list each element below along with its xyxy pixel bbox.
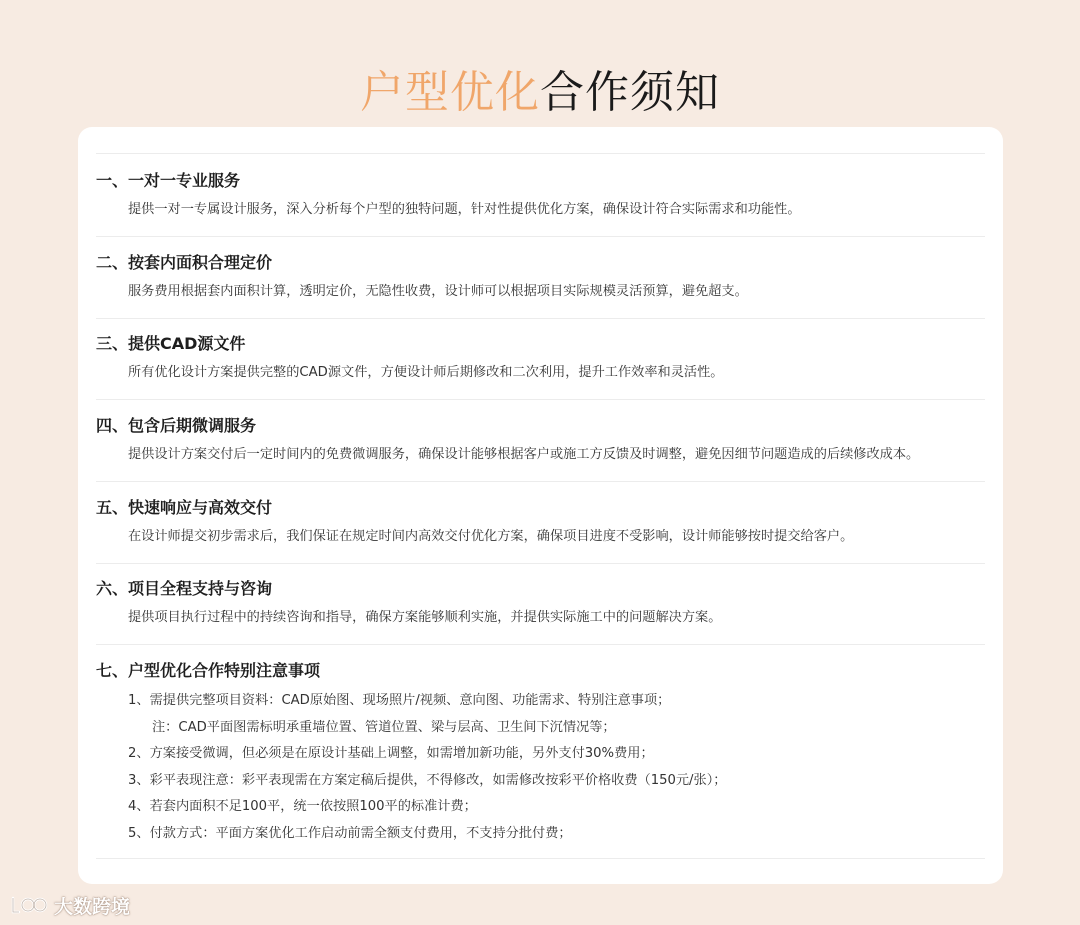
section-fast-delivery [96, 497, 993, 547]
divider [96, 399, 985, 400]
section-heading: 二、按套内面积合理定价 [96, 253, 273, 272]
page-title-accent: 户型优化 [360, 67, 540, 119]
section-heading: 一、一对一专业服务 [96, 171, 241, 190]
section-heading: 五、快速响应与高效交付 [96, 498, 273, 517]
section-heading: 四、包含后期微调服务 [96, 416, 257, 435]
section-body: 提供项目执行过程中的持续咨询和指导，确保方案能够顺利实施，并提供实际施工中的问题解决方案。 [128, 610, 722, 625]
divider [96, 318, 985, 319]
section-full-support [96, 578, 993, 628]
section-area-pricing [96, 252, 993, 302]
watermark [10, 892, 130, 919]
section-body: 提供一对一专属设计服务，深入分析每个户型的独特问题，针对性提供优化方案，确保设计符合实际需求和功能性。 [128, 202, 801, 217]
page-title [0, 65, 1080, 121]
section-heading: 三、提供CAD源文件 [96, 334, 246, 353]
divider [96, 481, 985, 482]
note-item: 1、需提供完整项目资料：CAD原始图、现场照片/视频、意向图、功能需求、特别注意事项； [128, 693, 671, 708]
note-item: 3、彩平表现注意：彩平表现需在方案定稿后提供，不得修改，如需修改按彩平价格收费（150元/张）； [128, 772, 727, 788]
section-cad-source-files [96, 333, 993, 383]
divider [96, 644, 985, 645]
note-item: 5、付款方式：平面方案优化工作启动前需全额支付费用，不支持分批付费； [128, 825, 572, 841]
watermark-text: 大数跨境 [54, 896, 131, 918]
notes-list [96, 688, 993, 847]
section-heading: 七、户型优化合作特别注意事项 [96, 661, 321, 680]
page-title-main: 合作须知 [540, 67, 720, 119]
note-item: 4、若套内面积不足100平，统一依按照100平的标准计费； [128, 799, 477, 814]
section-one-on-one-service [96, 170, 993, 220]
chat-bubble-logo-icon [10, 894, 48, 918]
section-body: 所有优化设计方案提供完整的CAD源文件，方便设计师后期修改和二次利用，提升工作效率和灵活性。 [128, 365, 724, 380]
section-body: 在设计师提交初步需求后，我们保证在规定时间内高效交付优化方案，确保项目进度不受影响，设计师能够按时提交给客户。 [128, 529, 854, 544]
divider [96, 563, 985, 564]
section-heading: 六、项目全程支持与咨询 [96, 579, 273, 598]
divider [96, 153, 985, 154]
divider [96, 236, 985, 237]
section-body: 提供设计方案交付后一定时间内的免费微调服务，确保设计能够根据客户或施工方反馈及时调整，避免因细节问题造成的后续修改成本。 [128, 447, 920, 462]
note-item: 注：CAD平面图需标明承重墙位置、管道位置、梁与层高、卫生间下沉情况等； [152, 719, 616, 735]
note-item: 2、方案接受微调，但必须是在原设计基础上调整，如需增加新功能，另外支付30%费用； [128, 746, 654, 761]
divider [96, 858, 985, 859]
section-special-notes [96, 660, 993, 847]
terms-card [78, 127, 1003, 884]
section-post-adjustment [96, 415, 993, 465]
section-body: 服务费用根据套内面积计算，透明定价，无隐性收费，设计师可以根据项目实际规模灵活预算，避免超支。 [128, 284, 748, 299]
